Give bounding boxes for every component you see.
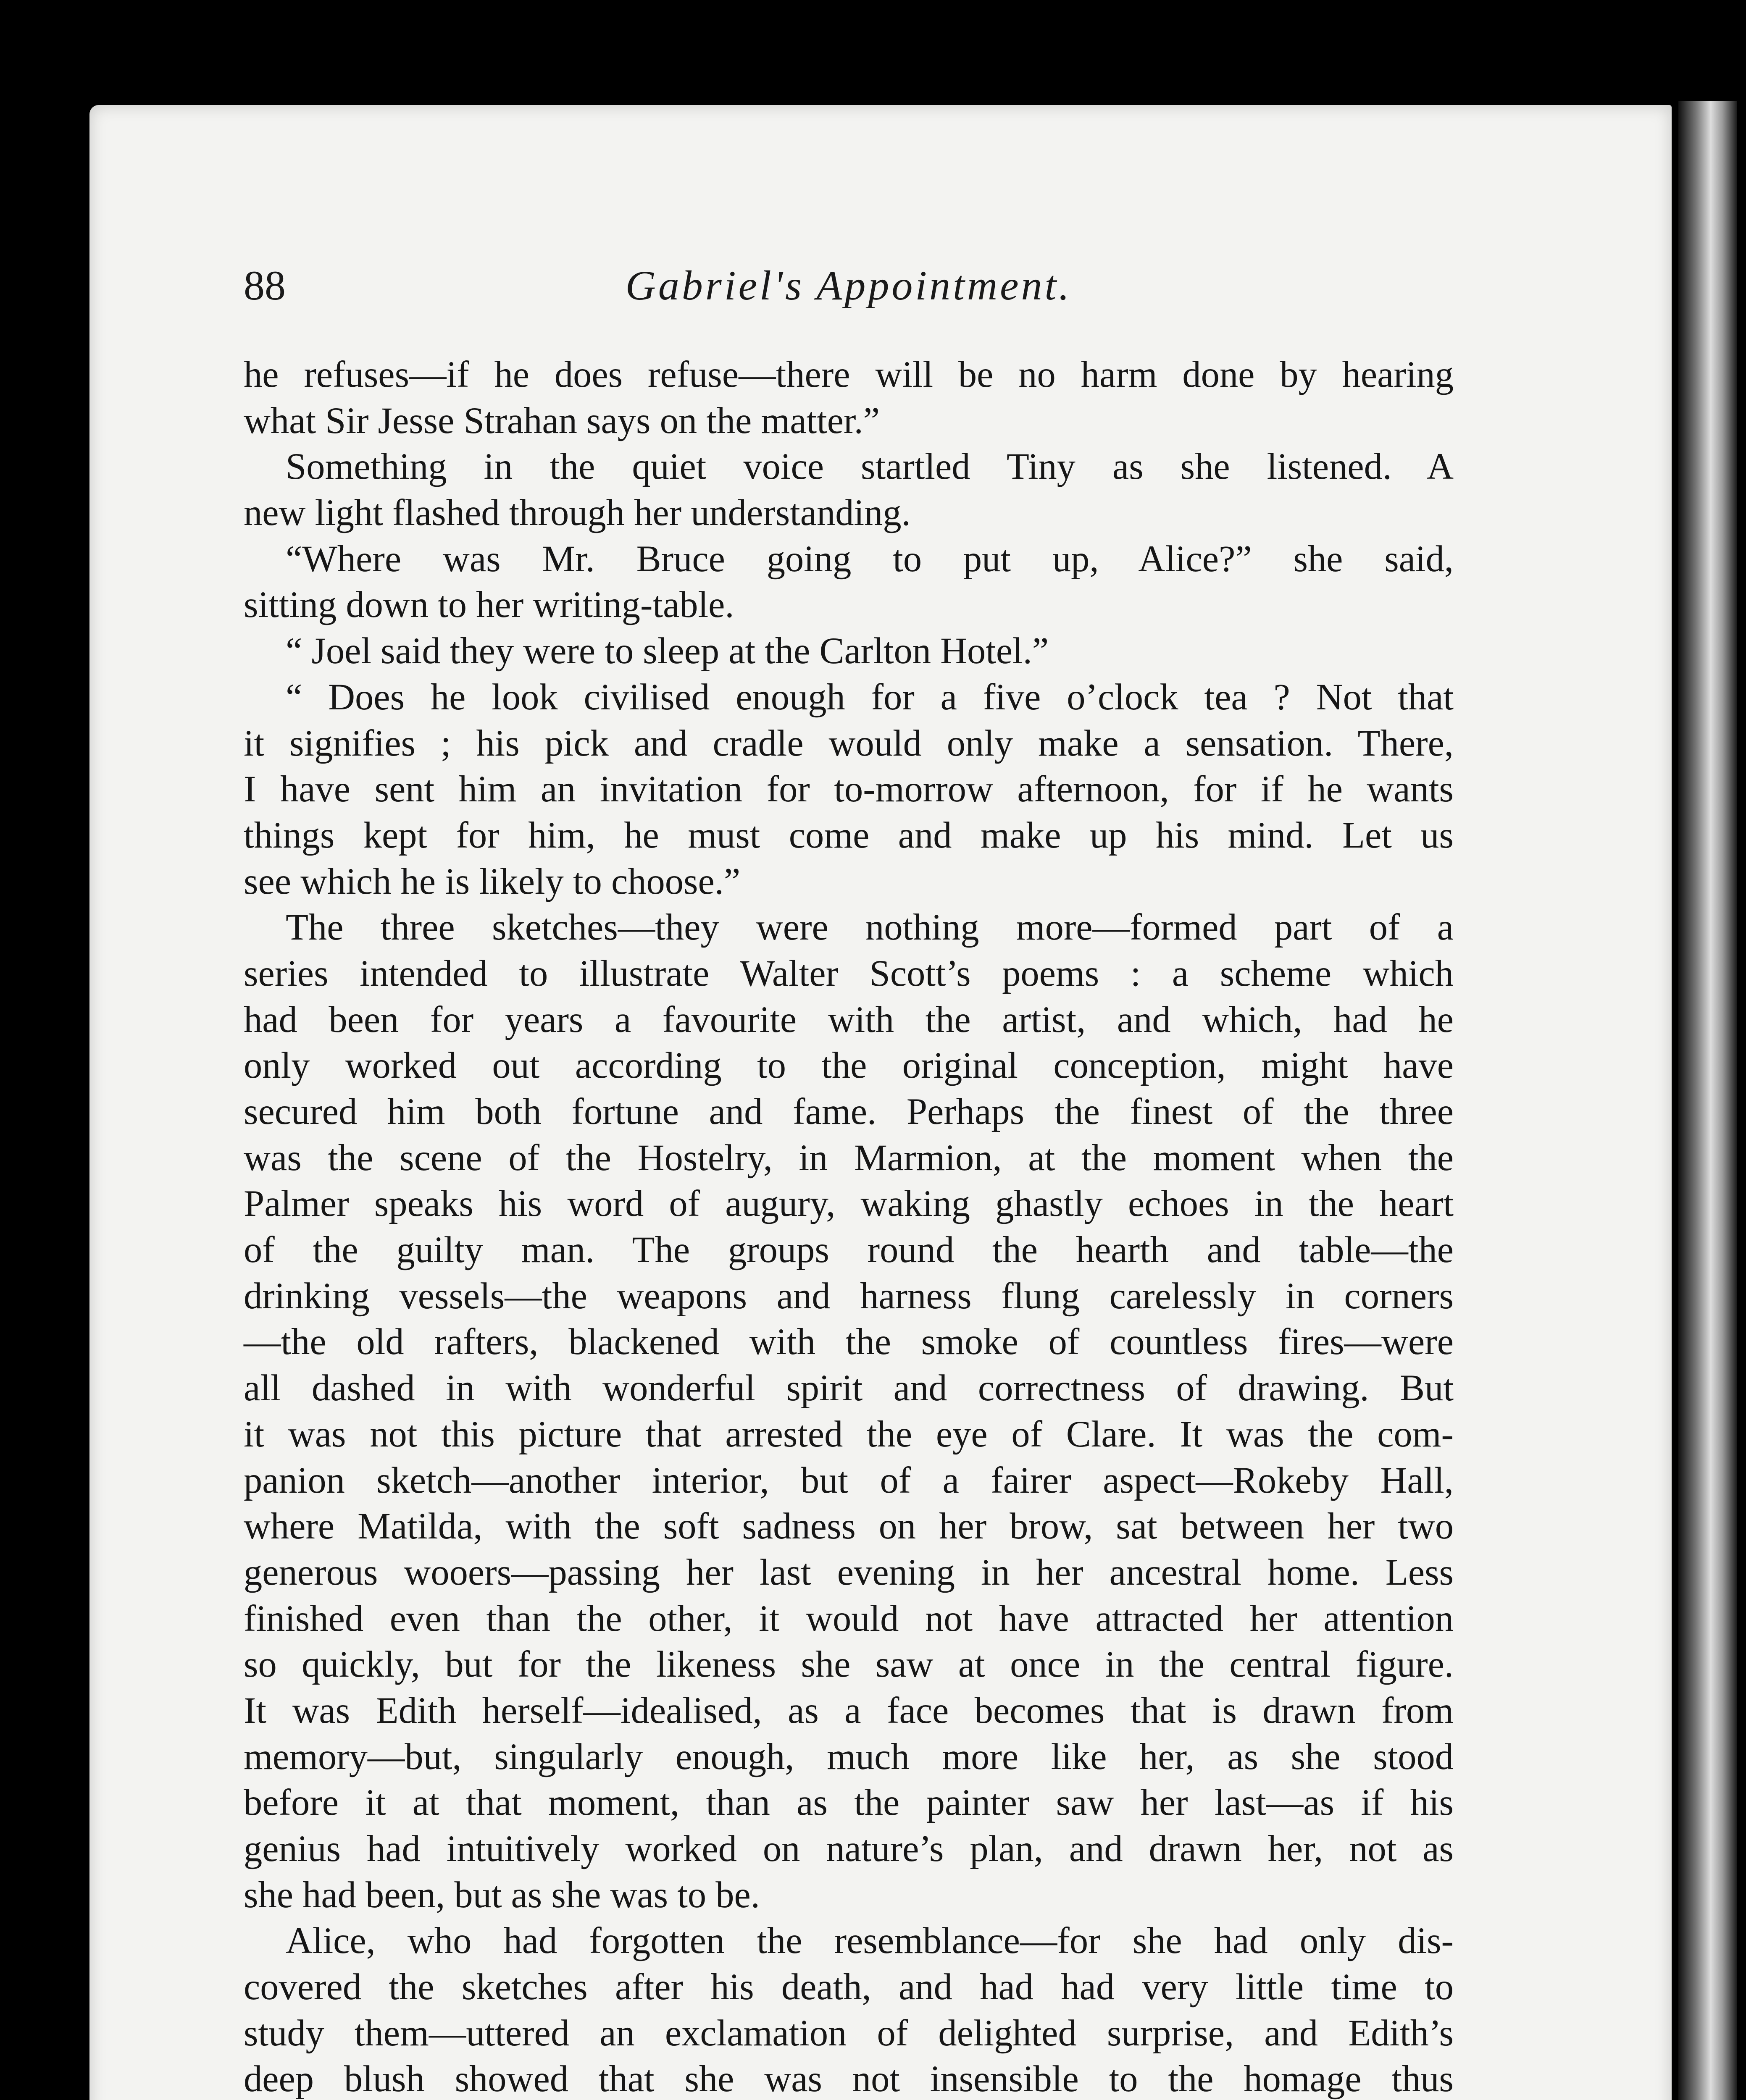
text-line: It was Edith herself—idealised, as a face becomes that is drawn from [244, 1690, 1454, 1731]
text-line: of the guilty man. The groups round the hearth and table—the [244, 1229, 1454, 1271]
text-line: “Where was Mr. Bruce going to put up, Alice?” she said, [286, 538, 1454, 580]
text-line: all dashed in with wonderful spirit and correctness of drawing. But [244, 1368, 1454, 1409]
text-line: —the old rafters, blackened with the smoke of countless fires—were [244, 1321, 1454, 1363]
text-line: things kept for him, he must come and make up his mind. Let us [244, 814, 1454, 856]
text-line: new light flashed through her understanding. [244, 492, 911, 534]
text-line: The three sketches—they were nothing more—formed part of a [286, 907, 1454, 948]
page-header [244, 256, 1454, 315]
text-line: what Sir Jesse Strahan says on the matter.” [244, 400, 880, 441]
text-line: see which he is likely to choose.” [244, 861, 741, 902]
text-line: before it at that moment, than as the painter saw her last—as if his [244, 1782, 1454, 1824]
text-line: panion sketch—another interior, but of a fairer aspect—Rokeby Hall, [244, 1460, 1454, 1501]
text-line: sitting down to her writing-table. [244, 584, 734, 626]
body-text [244, 352, 1454, 2100]
text-line: so quickly, but for the likeness she saw at once in the central figure. [244, 1644, 1454, 1685]
text-line: memory—but, singularly enough, much more like her, as she stood [244, 1736, 1454, 1777]
text-line: genius had intuitively worked on nature’s plan, and drawn her, not as [244, 1828, 1454, 1869]
text-line: where Matilda, with the soft sadness on her brow, sat between her two [244, 1506, 1454, 1547]
text-line: generous wooers—passing her last evening in her ancestral home. Less [244, 1551, 1454, 1593]
text-line: secured him both fortune and fame. Perhaps the finest of the three [244, 1091, 1454, 1132]
text-line: finished even than the other, it would not have attracted her attention [244, 1598, 1454, 1639]
text-line: it was not this picture that arrested the eye of Clare. It was the com- [244, 1413, 1454, 1455]
text-line: “ Does he look civilised enough for a five o’clock tea ? Not that [286, 676, 1454, 718]
adjacent-page-edge [1678, 101, 1737, 2100]
text-line: Palmer speaks his word of augury, waking ghastly echoes in the heart [244, 1183, 1454, 1225]
text-line: he refuses—if he does refuse—there will be no harm done by hearing [244, 354, 1454, 395]
text-line: “ Joel said they were to sleep at the Carlton Hotel.” [286, 630, 1049, 672]
text-line: series intended to illustrate Walter Scott’s poems : a scheme which [244, 953, 1454, 994]
text-line: study them—uttered an exclamation of delighted surprise, and Edith’s [244, 2012, 1454, 2054]
page-number: 88 [244, 262, 286, 309]
text-line: covered the sketches after his death, and had had very little time to [244, 1966, 1454, 2008]
text-line: had been for years a favourite with the artist, and which, had he [244, 999, 1454, 1040]
text-line: was the scene of the Hostelry, in Marmion, at the moment when the [244, 1137, 1454, 1179]
text-line: drinking vessels—the weapons and harness flung carelessly in corners [244, 1275, 1454, 1317]
running-head-title: Gabriel's Appointment. [625, 262, 1072, 309]
text-line: deep blush showed that she was not insensible to the homage thus [244, 2058, 1454, 2100]
text-line: it signifies ; his pick and cradle would only make a sensation. There, [244, 722, 1454, 764]
text-line: Alice, who had forgotten the resemblance—for she had only dis- [286, 1920, 1454, 1962]
text-line: only worked out according to the original conception, might have [244, 1045, 1454, 1087]
text-line: I have sent him an invitation for to-morrow afternoon, for if he wants [244, 769, 1454, 810]
text-line: she had been, but as she was to be. [244, 1874, 760, 1916]
text-line: Something in the quiet voice startled Tiny as she listened. A [286, 446, 1454, 488]
